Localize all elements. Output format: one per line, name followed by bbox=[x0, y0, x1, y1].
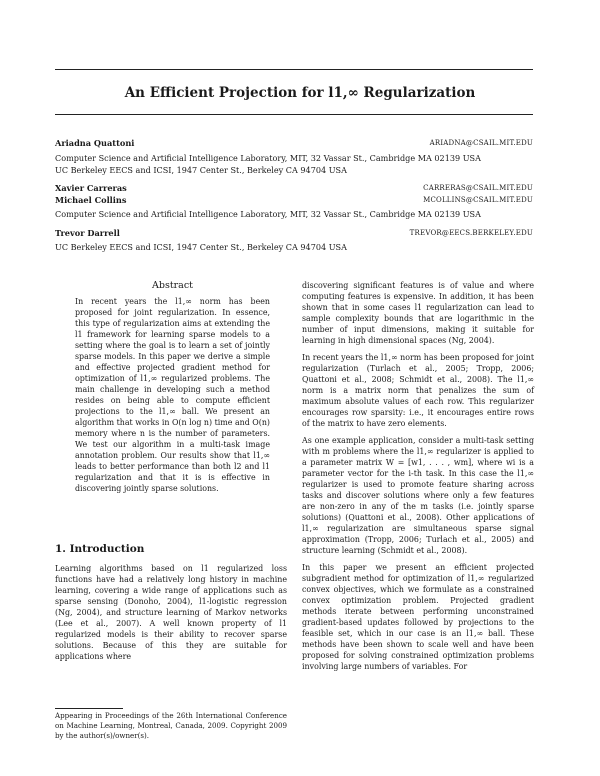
author-email[interactable]: MCOLLINS@CSAIL.MIT.EDU bbox=[423, 196, 533, 204]
footnote: Appearing in Proceedings of the 26th International Conference on Machine Learning, Montreal, Canada, 2009. Copyright 2009 by the author(s)/owner(s). bbox=[55, 711, 287, 740]
author-affiliation: Computer Science and Artificial Intelligence Laboratory, MIT, 32 Vassar St., Cambridge MA 02139 USA bbox=[55, 209, 481, 219]
top-rule bbox=[55, 69, 533, 70]
author-email[interactable]: CARRERAS@CSAIL.MIT.EDU bbox=[423, 184, 533, 192]
author-name: Trevor Darrell bbox=[55, 228, 120, 238]
body-paragraph: As one example application, consider a multi-task setting with m problems where the l1,∞ regularizer is applied to a parameter matrix W = [w1, . . . , wm], where wi is a parameter vector for the i-th task. In this case the l1,∞ regularizer is used to promote feature sharing across tasks and discover solutions where only a few features are non-zero in any of the m tasks (i.e. jointly sparse solutions) (Quattoni et al., 2008). Other applications of l1,∞ regularization are simultaneous sparse signal approximation (Tropp, 2006; Turlach et al., 2005) and structure learning (Schmidt et al., 2008). bbox=[302, 436, 534, 555]
author-name: Michael Collins bbox=[55, 195, 127, 205]
abstract-body: In recent years the l1,∞ norm has been proposed for joint regularization. In essence, this type of regularization aims at extending the l1 framework for learning sparse models to a setting where the goal is to learn a set of jointly sparse models. In this paper we derive a simple and effective projected gradient method for optimization of l1,∞ regularized problems. The main challenge in developing such a method resides on being able to compute efficient projections to the l1,∞ ball. We present an algorithm that works in O(n log n) time and O(n) memory where n is the number of parameters. We test our algorithm in a multi-task image annotation problem. Our results show that l1,∞ leads to better performance than both l2 and l1 regularization and that it is is effective in discovering jointly sparse solutions. bbox=[75, 297, 270, 493]
footnote-rule bbox=[55, 708, 123, 709]
right-column bbox=[302, 280, 534, 678]
abstract-heading: Abstract bbox=[152, 280, 193, 291]
author-affiliation: Computer Science and Artificial Intelligence Laboratory, MIT, 32 Vassar St., Cambridge MA 02139 USA bbox=[55, 153, 481, 163]
author-email[interactable]: TREVOR@EECS.BERKELEY.EDU bbox=[409, 229, 533, 237]
body-paragraph: In this paper we present an efficient projected subgradient method for optimization of l1,∞ regularized convex objectives, which we formulate as a constrained convex optimization problem. Projected gradient methods iterate between performing unconstrained gradient-based updates followed by projections to the feasible set, which in our case is an l1,∞ ball. These methods have been shown to scale well and have been proposed for solving constrained optimization problems involving large numbers of variables. For bbox=[302, 563, 534, 671]
author-email[interactable]: ARIADNA@CSAIL.MIT.EDU bbox=[429, 139, 533, 147]
title-bottom-rule bbox=[55, 114, 533, 115]
body-paragraph: In recent years the l1,∞ norm has been proposed for joint regularization (Turlach et al., 2005; Tropp, 2006; Quattoni et al., 2008; Schmidt et al., 2008). The l1,∞ norm is a matrix norm that penalizes the sum of maximum absolute values of each row. This regularizer encourages row sparsity: i.e., it encourages entire rows of the matrix to have zero elements. bbox=[302, 353, 534, 428]
author-name: Ariadna Quattoni bbox=[55, 138, 135, 148]
body-paragraph: discovering significant features is of value and where computing features is expensive. In addition, it has been shown that in some cases l1 regularization can lead to sample complexity bounds that are logarithmic in the number of input dimensions, making it suitable for learning in high dimensional spaces (Ng, 2004). bbox=[302, 281, 534, 345]
section-heading: 1. Introduction bbox=[55, 543, 145, 555]
author-affiliation: UC Berkeley EECS and ICSI, 1947 Center St., Berkeley CA 94704 USA bbox=[55, 242, 347, 252]
intro-paragraph: Learning algorithms based on l1 regularized loss functions have had a relatively long history in machine learning, covering a wide range of applications such as sparse sensing (Donoho, 2004), l1-logistic regression (Ng, 2004), and structure learning of Markov networks (Lee et al., 2007). A well known property of l1 regularized models is their ability to recover sparse solutions. Because of this they are suitable for applications where bbox=[55, 564, 287, 661]
paper-title: An Efficient Projection for l1,∞ Regularization bbox=[124, 85, 476, 101]
author-name: Xavier Carreras bbox=[55, 183, 127, 193]
author-affiliation: UC Berkeley EECS and ICSI, 1947 Center St., Berkeley CA 94704 USA bbox=[55, 165, 347, 175]
